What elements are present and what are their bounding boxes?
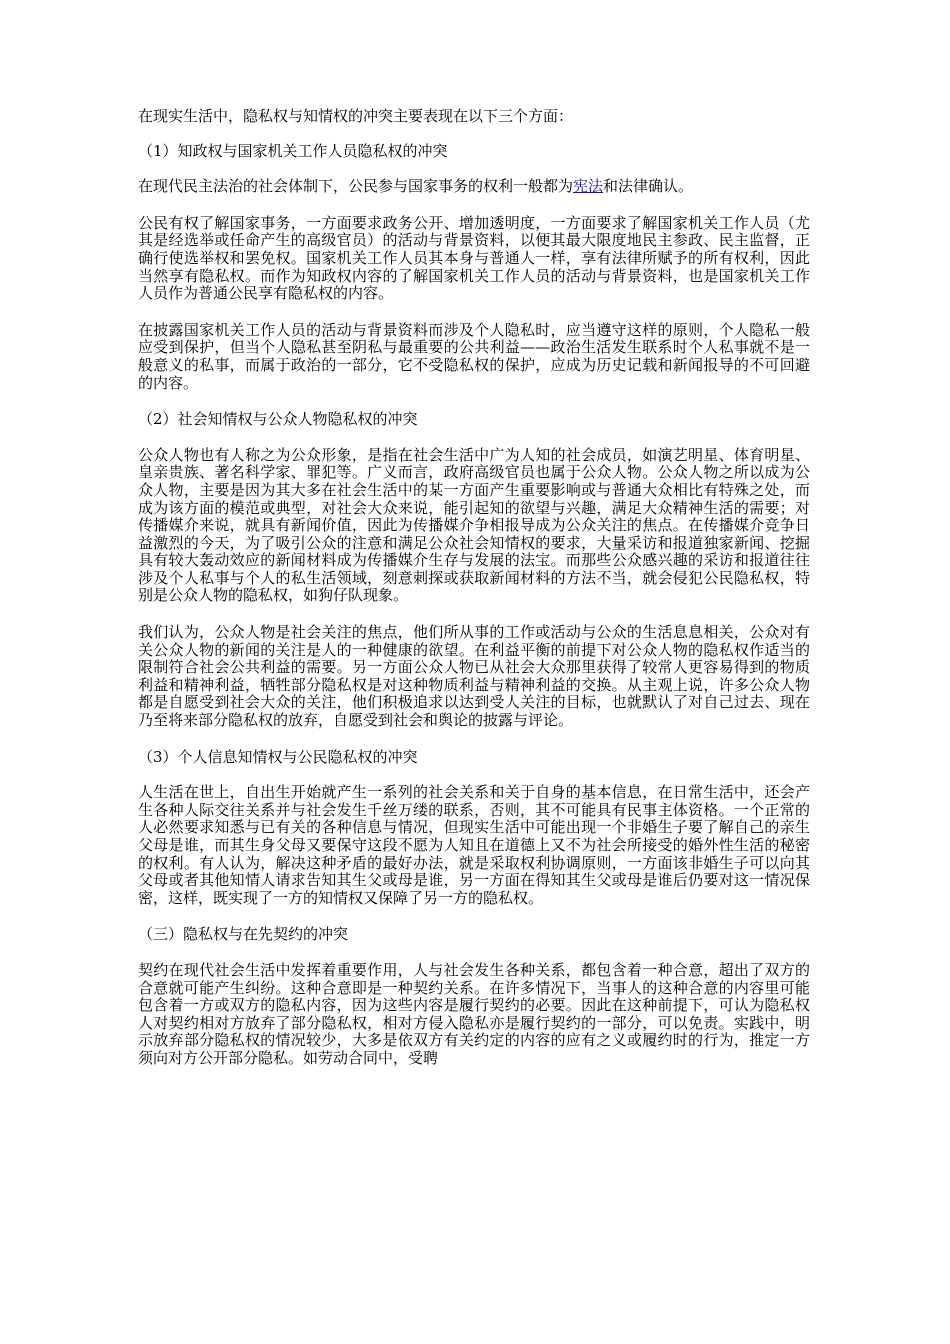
document-body [138, 108, 810, 1068]
paragraph-1 [138, 178, 810, 196]
section-heading-1: （1）知政权与国家机关工作人员隐私权的冲突 [138, 141, 448, 160]
section-heading-4: （三）隐私权与在先契约的冲突 [138, 925, 349, 944]
paragraph-4: 公众人物也有人称之为公众形象，是指在社会生活中广为人知的社会成员，如演艺明星、体育明星、皇亲贵族、著名科学家、罪犯等。广义而言，政府高级官员也属于公众人物。公众人物之所以成为公众人物，主要是因为其大多在社会生活中的某一方面产生重要影响或与普通大众相比有特殊之处，而成为该方面的模范或典型，对社会大众来说，能引起知的欲望与兴趣，满足大众精神生活的需要；对传播媒介来说，就具有新闻价值，因此为传播媒介争相报导成为公众关注的焦点。在传播媒介竞争日益激烈的今天，为了吸引公众的注意和满足公众社会知情权的要求，大量采访和报道独家新闻、挖掘具有较大轰动效应的新闻材料成为传播媒介生存与发展的法宝。而那些公众感兴趣的采访和报道往往涉及个人私事与个人的私生活领域，刻意刺探或获取新闻材料的方法不当，就会侵犯公民隐私权，特别是公众人物的隐私权，如狗仔队现象。 [138, 445, 810, 605]
paragraph-1-text-after-link: 和法律确认。 [603, 177, 694, 196]
paragraph-7: 契约在现代社会生活中发挥着重要作用，人与社会发生各种关系，都包含着一种合意，超出了双方的合意就可能产生纠纷。这种合意即是一种契约关系。在许多情况下，当事人的这种合意的内容里可能包含着一方或双方的隐私内容，因为这些内容是履行契约的必要。因此在这种前提下，可认为隐私权人对契约相对方放弃了部分隐私权，相对方侵入隐私亦是履行契约的一部分，可以免责。实践中，明示放弃部分隐私权的情况较少，大多是依双方有关约定的内容的应有之义或履约时的行为，推定一方须向对方公开部分隐私。如劳动合同中，受聘 [138, 960, 810, 1067]
section-heading-3: （3）个人信息知情权与公民隐私权的冲突 [138, 747, 418, 766]
section-heading-2: （2）社会知情权与公众人物隐私权的冲突 [138, 410, 418, 429]
intro-paragraph: 在现实生活中，隐私权与知情权的冲突主要表现在以下三个方面： [138, 107, 574, 125]
paragraph-2: 公民有权了解国家事务，一方面要求政务公开、增加透明度，一方面要求了解国家机关工作人员（尤其是经选举或任命产生的高级官员）的活动与背景资料，以便其最大限度地民主参政、民主监督，正确行使选举权和罢免权。国家机关工作人员其本身与普通人一样，享有法律所赋予的所有权利，因此当然享有隐私权。而作为知政权内容的了解国家机关工作人员的活动与背景资料，也是国家机关工作人员作为普通公民享有隐私权的内容。 [138, 213, 810, 303]
constitution-link[interactable]: 宪法 [573, 177, 604, 196]
paragraph-3: 在披露国家机关工作人员的活动与背景资料而涉及个人隐私时，应当遵守这样的原则，个人隐私一般应受到保护，但当个人隐私甚至阴私与最重要的公共利益——政治生活发生联系时个人私事就不是一般意义的私事，而属于政治的一部分，它不受隐私权的保护，应成为历史记载和新闻报导的不可回避的内容。 [138, 320, 810, 392]
paragraph-1-text-before-link: 在现代民主法治的社会体制下，公民参与国家事务的权利一般都为 [138, 177, 574, 196]
paragraph-6: 人生活在世上，自出生开始就产生一系列的社会关系和关于自身的基本信息，在日常生活中，还会产生各种人际交往关系并与社会发生千丝万缕的联系，否则，其不可能具有民事主体资格。一个正常的人必然要求知悉与已有关的各种信息与情况，但现实生活中可能出现一个非婚生子要了解自己的亲生父母是谁，而其生身父母又要保守这段不愿为人知且在道德上又不为社会所接受的婚外性生活的秘密的权利。有人认为，解决这种矛盾的最好办法，就是采取权利协调原则，一方面该非婚生子可以向其父母或者其他知情人请求告知其生父或母是谁，另一方面在得知其生父或母是谁后仍要对这一情况保密，这样，既实现了一方的知情权又保障了另一方的隐私权。 [138, 783, 810, 907]
paragraph-5: 我们认为，公众人物是社会关注的焦点，他们所从事的工作或活动与公众的生活息息相关，公众对有关公众人物的新闻的关注是人的一种健康的欲望。在利益平衡的前提下对公众人物的隐私权作适当的限制符合社会公共利益的需要。另一方面公众人物已从社会大众那里获得了较常人更容易得到的物质利益和精神利益，牺牲部分隐私权是对这种物质利益与精神利益的交换。从主观上说，许多公众人物都是自愿受到社会大众的关注，他们积极追求以达到受人关注的目标，也就默认了对自己过去、现在乃至将来部分隐私权的放弃，自愿受到社会和舆论的披露与评论。 [138, 623, 810, 730]
